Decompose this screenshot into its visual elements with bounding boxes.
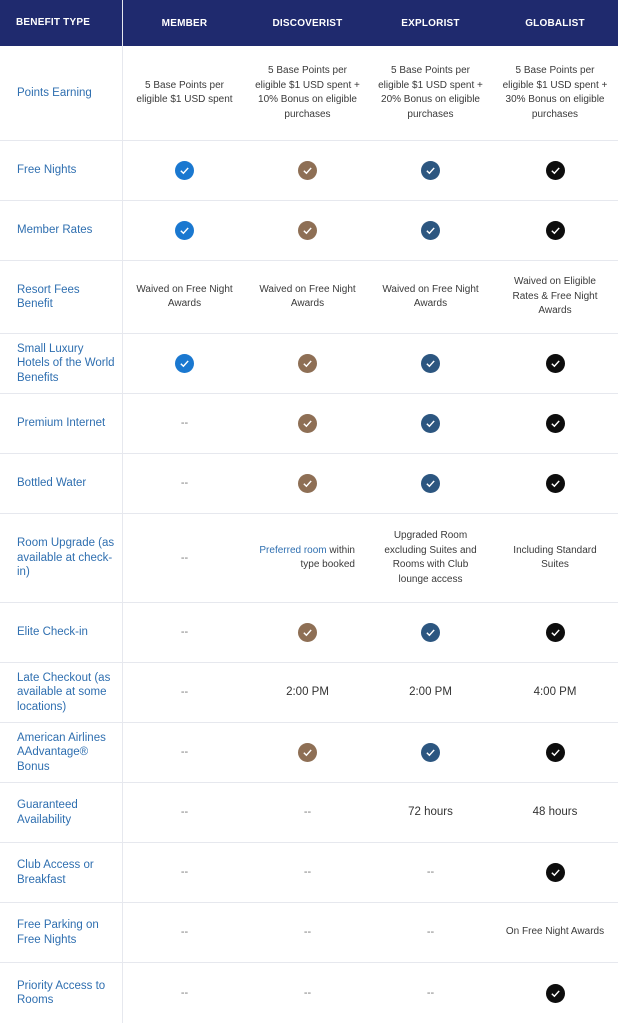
benefit-label: Bottled Water — [0, 454, 123, 513]
benefit-label: Small Luxury Hotels of the World Benefits — [0, 334, 123, 393]
explorist-value: 72 hours — [408, 806, 453, 819]
explorist-check-icon — [369, 394, 492, 453]
benefit-label: Late Checkout (as available at some locations) — [0, 663, 123, 722]
discoverist-value: 5 Base Points per eligible $1 USD spent + 10% Bonus on eligible purchases — [255, 65, 360, 120]
benefit-label: Resort Fees Benefit — [0, 261, 123, 333]
header-discoverist: DISCOVERIST — [272, 17, 343, 29]
table-row — [0, 201, 618, 261]
discoverist-check-icon — [246, 201, 369, 260]
explorist-check-icon — [369, 454, 492, 513]
discoverist-check-icon — [246, 454, 369, 513]
globalist-check-icon — [492, 603, 618, 662]
explorist-value: 2:00 PM — [409, 686, 452, 699]
table-row — [0, 843, 618, 903]
explorist-value: Waived on Free Night Awards — [382, 283, 479, 309]
member-value: -- — [180, 866, 189, 879]
explorist-value: -- — [426, 986, 435, 999]
discoverist-check-icon — [246, 141, 369, 200]
globalist-check-icon — [492, 843, 618, 902]
table-row — [0, 963, 618, 1023]
member-value: -- — [180, 551, 189, 564]
globalist-value: On Free Night Awards — [505, 926, 605, 938]
member-value: -- — [180, 686, 189, 699]
table-row — [0, 334, 618, 394]
table-row — [0, 141, 618, 201]
benefit-label: American Airlines AAdvantage® Bonus — [0, 723, 123, 782]
globalist-check-icon — [492, 394, 618, 453]
discoverist-check-icon — [246, 603, 369, 662]
member-value: -- — [180, 806, 189, 819]
discoverist-value: -- — [303, 926, 312, 939]
discoverist-value: 2:00 PM — [286, 686, 329, 699]
table-row — [0, 663, 618, 723]
benefit-label: Member Rates — [0, 201, 123, 260]
globalist-check-icon — [492, 334, 618, 393]
globalist-check-icon — [492, 963, 618, 1023]
explorist-value: Upgraded Room excluding Suites and Rooms with Club lounge access — [384, 530, 477, 585]
discoverist-check-icon — [246, 723, 369, 782]
explorist-check-icon — [369, 603, 492, 662]
globalist-value: 4:00 PM — [533, 686, 577, 699]
explorist-check-icon — [369, 201, 492, 260]
member-check-icon — [123, 334, 246, 393]
table-row — [0, 514, 618, 603]
table-header — [0, 0, 618, 46]
discoverist-value: -- — [303, 806, 312, 819]
explorist-check-icon — [369, 334, 492, 393]
discoverist-value — [246, 514, 369, 602]
member-value: -- — [180, 986, 189, 999]
table-row — [0, 454, 618, 514]
globalist-check-icon — [492, 723, 618, 782]
header-explorist: EXPLORIST — [401, 17, 460, 29]
globalist-check-icon — [492, 454, 618, 513]
globalist-value: Waived on Eligible Rates & Free Night Awards — [512, 276, 598, 317]
table-row — [0, 394, 618, 454]
benefit-label: Priority Access to Rooms — [0, 963, 123, 1023]
discoverist-check-icon — [246, 394, 369, 453]
member-value: -- — [180, 746, 189, 759]
table-row — [0, 903, 618, 963]
header-member: MEMBER — [161, 17, 208, 29]
table-row — [0, 603, 618, 663]
preferred-room-link[interactable]: Preferred room — [259, 544, 327, 556]
benefit-label: Elite Check-in — [0, 603, 123, 662]
header-benefit-type: BENEFIT TYPE — [0, 0, 123, 46]
benefit-label: Free Nights — [0, 141, 123, 200]
globalist-check-icon — [492, 141, 618, 200]
globalist-value: Including Standard Suites — [513, 544, 597, 570]
explorist-value: -- — [426, 926, 435, 939]
globalist-check-icon — [492, 201, 618, 260]
member-check-icon — [123, 141, 246, 200]
benefit-label: Room Upgrade (as available at check-in) — [0, 514, 123, 602]
discoverist-value: -- — [303, 986, 312, 999]
benefit-label: Guaranteed Availability — [0, 783, 123, 842]
member-value: -- — [180, 477, 189, 490]
globalist-value: 48 hours — [532, 806, 578, 819]
member-value: Waived on Free Night Awards — [136, 283, 233, 309]
explorist-check-icon — [369, 723, 492, 782]
member-value: -- — [180, 626, 189, 639]
benefit-label: Free Parking on Free Nights — [0, 903, 123, 962]
discoverist-value: Waived on Free Night Awards — [259, 283, 356, 309]
header-globalist: GLOBALIST — [525, 17, 585, 29]
discoverist-value: -- — [303, 866, 312, 879]
benefit-label: Premium Internet — [0, 394, 123, 453]
table-row — [0, 783, 618, 843]
table-row — [0, 723, 618, 783]
explorist-value: -- — [426, 866, 435, 879]
benefit-label: Points Earning — [0, 46, 123, 140]
member-value: -- — [180, 926, 189, 939]
table-row — [0, 46, 618, 141]
table-row — [0, 261, 618, 334]
globalist-value: 5 Base Points per eligible $1 USD spent + 30% Bonus on eligible purchases — [502, 65, 608, 120]
discoverist-check-icon — [246, 334, 369, 393]
benefit-label: Club Access or Breakfast — [0, 843, 123, 902]
explorist-value: 5 Base Points per eligible $1 USD spent + 20% Bonus on eligible purchases — [378, 65, 483, 120]
discoverist-value-rest: within type booked — [300, 544, 355, 570]
member-check-icon — [123, 201, 246, 260]
explorist-check-icon — [369, 141, 492, 200]
member-value: 5 Base Points per eligible $1 USD spent — [136, 79, 233, 105]
member-value: -- — [180, 417, 189, 430]
